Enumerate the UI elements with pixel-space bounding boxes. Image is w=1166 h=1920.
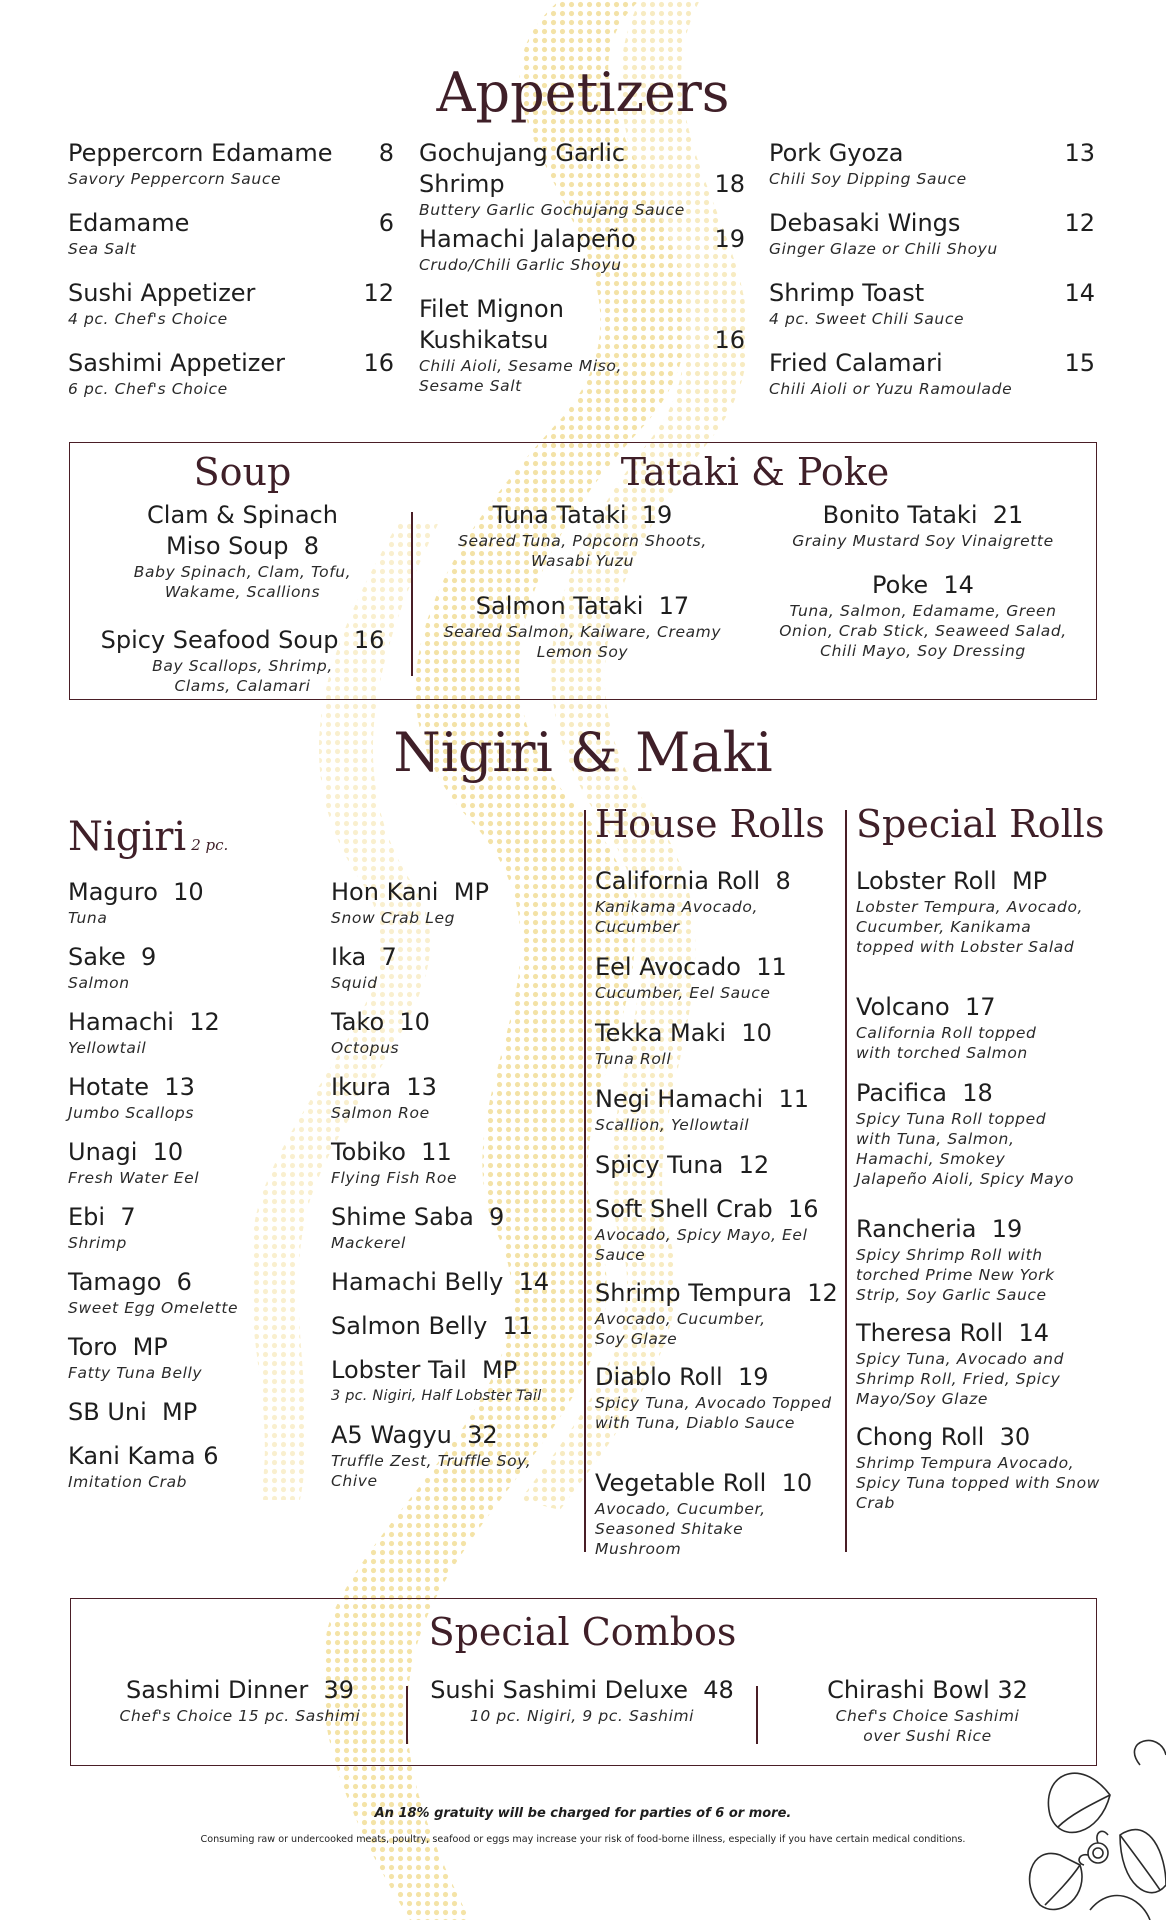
food-safety-warning: Consuming raw or undercooked meats, poultry, seafood or eggs may increase your risk of food-borne illness, especially if you have certain medical conditions. [200, 1834, 966, 1845]
item-price: 17 [658, 592, 690, 620]
menu-item [595, 1150, 840, 1194]
menu-item [68, 1137, 318, 1202]
item-name: Chirashi Bowl 32 [827, 1676, 1028, 1704]
item-name: Hotate 13 [68, 1073, 195, 1101]
appetizers-column-2 [419, 138, 745, 394]
item-description: Kanikama Avocado, Cucumber [595, 898, 758, 936]
divider-line [411, 512, 413, 676]
combo-item-1 [80, 1675, 400, 1726]
menu-item [331, 1420, 581, 1490]
item-price: 18 [714, 170, 745, 198]
item-description: Yellowtail [68, 1039, 147, 1057]
item-name: Spicy Tuna 12 [595, 1151, 770, 1179]
nigiri-maki-title: Nigiri & Maki [393, 721, 773, 784]
item-description: Flying Fish Roe [331, 1169, 458, 1187]
item-description: 4 pc. Chef's Choice [68, 310, 228, 328]
item-description: Sea Salt [68, 240, 137, 258]
item-price: 32 [997, 1676, 1028, 1704]
item-price: 8 [303, 532, 320, 560]
item-description: Mackerel [331, 1234, 406, 1252]
item-price: 14 [1064, 279, 1095, 307]
item-description: Truffle Zest, Truffle Soy, Chive [331, 1452, 532, 1490]
menu-item [856, 1318, 1101, 1422]
soup-item-2 [80, 625, 405, 696]
combo-item-2 [412, 1675, 752, 1726]
item-name: Negi Hamachi 11 [595, 1085, 809, 1113]
item-description: Spicy Tuna Roll topped with Tuna, Salmon, Hamachi, Smokey Jalapeño Aioli, Spicy Mayo [856, 1110, 1075, 1188]
appetizers-column-1 [68, 138, 394, 418]
item-description: Shrimp [68, 1234, 127, 1252]
item-name: Shime Saba 9 [331, 1203, 505, 1231]
item-name: Unagi 10 [68, 1138, 184, 1166]
item-price: 16 [363, 349, 394, 377]
item-price: 14 [943, 571, 974, 599]
item-name: Tako 10 [331, 1008, 430, 1036]
menu-item [419, 224, 745, 294]
item-description: Squid [331, 974, 378, 992]
item-price: 8 [378, 139, 394, 167]
item-name: Hamachi Jalapeño [419, 225, 636, 253]
item-price: 10 [152, 1138, 184, 1166]
item-name: Soft Shell Crab 16 [595, 1195, 819, 1223]
item-name: Toro MP [68, 1333, 168, 1361]
house-rolls-list [595, 866, 840, 1568]
item-name: Shrimp Tempura 12 [595, 1279, 838, 1307]
item-name: Salmon Tataki 17 [475, 592, 690, 620]
item-price: 21 [992, 501, 1024, 529]
item-description: Buttery Garlic Gochujang Sauce [419, 201, 685, 219]
menu-item [595, 866, 840, 952]
item-price: 12 [738, 1151, 770, 1179]
item-description: Chef's Choice Sashimi over Sushi Rice [835, 1707, 1020, 1745]
item-description: Chef's Choice 15 pc. Sashimi [119, 1707, 361, 1725]
nigiri-title-wrap [68, 814, 228, 860]
item-name: Ika 7 [331, 943, 397, 971]
item-name: Tuna Tataki 19 [492, 501, 673, 529]
item-price: 8 [775, 867, 791, 895]
item-description: Crudo/Chili Garlic Shoyu [419, 256, 622, 274]
item-price: 16 [353, 626, 385, 654]
menu-item [769, 278, 1095, 348]
tataki-item-4 [758, 570, 1088, 661]
item-description: Tuna Roll [595, 1050, 672, 1068]
item-name: Ikura 13 [331, 1073, 437, 1101]
menu-item [331, 1267, 581, 1311]
divider-line [406, 1686, 408, 1744]
item-description: Fatty Tuna Belly [68, 1364, 203, 1382]
tataki-poke-title: Tataki & Poke [620, 450, 890, 494]
item-name: Hamachi 12 [68, 1008, 220, 1036]
item-price: 9 [489, 1203, 505, 1231]
item-price: 18 [962, 1079, 993, 1107]
menu-item [68, 208, 394, 278]
item-name: Filet Mignon Kushikatsu [419, 295, 564, 354]
item-name: Hamachi Belly 14 [331, 1268, 550, 1296]
item-price: 6 [378, 209, 394, 237]
menu-item [856, 1078, 1101, 1214]
item-price: 6 [203, 1442, 219, 1470]
menu-item [68, 1072, 318, 1137]
item-name: Lobster Roll MP [856, 867, 1048, 895]
item-price: 13 [164, 1073, 195, 1101]
item-description: Avocado, Cucumber, Soy Glaze [595, 1310, 766, 1348]
menu-item [595, 1278, 840, 1362]
item-description: Grainy Mustard Soy Vinaigrette [792, 532, 1054, 550]
combo-item-3 [765, 1675, 1090, 1746]
menu-item [68, 1202, 318, 1267]
item-name: Sushi Sashimi Deluxe 48 [430, 1676, 734, 1704]
gratuity-notice: An 18% gratuity will be charged for parties of 6 or more. [374, 1806, 792, 1821]
tataki-item-2 [425, 591, 740, 662]
item-name: A5 Wagyu 32 [331, 1421, 498, 1449]
menu-item [331, 1072, 581, 1137]
item-description: Salmon Roe [331, 1104, 430, 1122]
item-name: Chong Roll 30 [856, 1423, 1031, 1451]
item-price: MP [1011, 867, 1048, 895]
item-name: Fried Calamari [769, 349, 943, 377]
item-description: Bay Scallops, Shrimp, Clams, Calamari [152, 657, 333, 695]
soup-item-1 [80, 500, 405, 602]
menu-item [331, 877, 581, 942]
menu-item [331, 1007, 581, 1072]
item-name: Hon Kani MP [331, 878, 489, 906]
special-combos-title: Special Combos [428, 1610, 737, 1654]
menu-item [595, 1468, 840, 1568]
item-price: 14 [518, 1268, 550, 1296]
item-name: Vegetable Roll 10 [595, 1469, 813, 1497]
appetizers-column-3 [769, 138, 1095, 418]
item-price: 16 [714, 326, 745, 354]
item-description: Tuna, Salmon, Edamame, Green Onion, Crab Stick, Seaweed Salad, Chili Mayo, Soy Dressing [779, 602, 1067, 660]
special-rolls-title: Special Rolls [856, 802, 1105, 846]
item-name: Salmon Belly 11 [331, 1312, 534, 1340]
item-price: 11 [421, 1138, 452, 1166]
item-description: Chili Aioli or Yuzu Ramoulade [769, 380, 1013, 398]
item-price: 12 [807, 1279, 838, 1307]
item-price: 16 [788, 1195, 819, 1223]
soup-title: Soup [193, 450, 292, 494]
item-description: Seared Salmon, Kaiware, Creamy Lemon Soy [443, 623, 722, 661]
nigiri-column-2 [331, 877, 581, 1490]
item-description: Ginger Glaze or Chili Shoyu [769, 240, 998, 258]
item-description: Chili Aioli, Sesame Miso, Sesame Salt [419, 357, 623, 395]
item-name: Bonito Tataki 21 [822, 501, 1024, 529]
item-price: 11 [778, 1085, 809, 1113]
item-price: 39 [323, 1676, 354, 1704]
item-price: 48 [703, 1676, 734, 1704]
menu-item [595, 1194, 840, 1278]
menu-item [856, 1214, 1101, 1318]
item-price: MP [132, 1333, 168, 1361]
menu-item [331, 1202, 581, 1267]
item-price: 30 [999, 1423, 1031, 1451]
item-description: Imitation Crab [68, 1473, 188, 1491]
item-description: Tuna [68, 909, 108, 927]
menu-item [68, 278, 394, 348]
menu-item [769, 208, 1095, 278]
menu-item [769, 138, 1095, 208]
item-description: Salmon [68, 974, 130, 992]
menu-item [331, 1311, 581, 1355]
item-name: Sake 9 [68, 943, 157, 971]
item-description: Seared Tuna, Popcorn Shoots, Wasabi Yuzu [458, 532, 707, 570]
item-name: Gochujang Garlic Shrimp [419, 139, 626, 198]
menu-item [595, 1018, 840, 1084]
tataki-item-1 [425, 500, 740, 571]
item-price: 10 [399, 1008, 430, 1036]
item-description: Scallion, Yellowtail [595, 1116, 750, 1134]
item-name: California Roll 8 [595, 867, 791, 895]
item-price: 7 [120, 1203, 136, 1231]
item-price: MP [482, 1356, 518, 1384]
item-price: 19 [991, 1215, 1023, 1243]
house-rolls-title: House Rolls [595, 802, 825, 846]
item-price: 12 [189, 1008, 220, 1036]
item-description: Avocado, Cucumber, Seasoned Shitake Mushroom [595, 1500, 766, 1558]
item-price: 19 [737, 1363, 769, 1391]
appetizers-title: Appetizers [436, 61, 730, 124]
menu-item [856, 1422, 1101, 1512]
item-name: Sushi Appetizer [68, 279, 256, 307]
menu-item [68, 1441, 318, 1506]
item-name: Peppercorn Edamame [68, 139, 333, 167]
item-name: Sashimi Dinner 39 [125, 1676, 354, 1704]
item-name: Kani Kama 6 [68, 1442, 219, 1470]
item-description: 6 pc. Chef's Choice [68, 380, 228, 398]
item-name: Lobster Tail MP [331, 1356, 518, 1384]
menu-item [68, 348, 394, 418]
menu-item [68, 1332, 318, 1397]
item-description: 10 pc. Nigiri, 9 pc. Sashimi [469, 1707, 695, 1725]
item-name: Pacifica 18 [856, 1079, 993, 1107]
item-name: Rancheria 19 [856, 1215, 1023, 1243]
item-price: 9 [141, 943, 157, 971]
item-price: 10 [741, 1019, 772, 1047]
menu-item [68, 1267, 318, 1332]
item-name: Volcano 17 [856, 993, 996, 1021]
item-description: Savory Peppercorn Sauce [68, 170, 282, 188]
item-price: 19 [641, 501, 673, 529]
menu-item [419, 294, 745, 394]
menu-item [856, 992, 1101, 1078]
item-price: 12 [363, 279, 394, 307]
divider-line [584, 810, 586, 1552]
menu-item [68, 1007, 318, 1072]
menu-item [419, 138, 745, 224]
menu-item [68, 942, 318, 1007]
nigiri-column-1 [68, 877, 318, 1506]
menu-item [856, 866, 1101, 992]
item-name: Tobiko 11 [331, 1138, 452, 1166]
item-name: Debasaki Wings [769, 209, 961, 237]
item-price: 13 [406, 1073, 437, 1101]
item-description: Octopus [331, 1039, 400, 1057]
item-description: 4 pc. Sweet Chili Sauce [769, 310, 965, 328]
item-description: California Roll topped with torched Salmon [856, 1024, 1037, 1062]
item-price: MP [162, 1398, 198, 1426]
item-price: MP [453, 878, 489, 906]
item-description: Jumbo Scallops [68, 1104, 195, 1122]
item-name: Tekka Maki 10 [595, 1019, 772, 1047]
menu-item [331, 1355, 581, 1420]
item-description: Sweet Egg Omelette [68, 1299, 239, 1317]
divider-line [845, 810, 847, 1552]
menu-item [331, 942, 581, 1007]
tataki-item-3 [758, 500, 1088, 551]
item-name: Tamago 6 [68, 1268, 192, 1296]
item-name: Shrimp Toast [769, 279, 925, 307]
item-name: Poke 14 [872, 571, 974, 599]
item-price: 15 [1064, 349, 1095, 377]
item-price: 6 [176, 1268, 192, 1296]
item-description: Fresh Water Eel [68, 1169, 200, 1187]
item-description: Chili Soy Dipping Sauce [769, 170, 967, 188]
menu-item [595, 1084, 840, 1150]
item-name: Ebi 7 [68, 1203, 136, 1231]
menu-item [68, 877, 318, 942]
menu-item [68, 1397, 318, 1441]
item-description: Snow Crab Leg [331, 909, 456, 927]
item-price: 12 [1064, 209, 1095, 237]
item-name: Diablo Roll 19 [595, 1363, 769, 1391]
item-name: SB Uni MP [68, 1398, 198, 1426]
item-name: Clam & Spinach Miso Soup 8 [147, 501, 338, 560]
item-name: Maguro 10 [68, 878, 204, 906]
menu-item [769, 348, 1095, 418]
item-description: Lobster Tempura, Avocado, Cucumber, Kanikama topped with Lobster Salad [856, 898, 1084, 956]
divider-line [756, 1686, 758, 1744]
item-name: Spicy Seafood Soup 16 [100, 626, 385, 654]
item-description: Cucumber, Eel Sauce [595, 984, 771, 1002]
item-price: 11 [502, 1312, 534, 1340]
menu-item [595, 952, 840, 1018]
item-description: Spicy Shrimp Roll with torched Prime New York Strip, Soy Garlic Sauce [856, 1246, 1055, 1304]
item-price: 10 [781, 1469, 813, 1497]
item-description: Baby Spinach, Clam, Tofu, Wakame, Scallions [133, 563, 352, 601]
menu-item [331, 1137, 581, 1202]
item-name: Eel Avocado 11 [595, 953, 787, 981]
menu-item [68, 138, 394, 208]
item-price: 7 [381, 943, 397, 971]
item-description: Spicy Tuna, Avocado Topped with Tuna, Diablo Sauce [595, 1394, 832, 1432]
item-name: Theresa Roll 14 [856, 1319, 1050, 1347]
item-price: 13 [1064, 139, 1095, 167]
item-name: Pork Gyoza [769, 139, 904, 167]
item-description: Shrimp Tempura Avocado, Spicy Tuna topped with Snow Crab [856, 1454, 1100, 1512]
item-price: 14 [1018, 1319, 1050, 1347]
item-price: 11 [756, 953, 787, 981]
item-description: 3 pc. Nigiri, Half Lobster Tail [331, 1388, 542, 1404]
item-price: 17 [964, 993, 996, 1021]
item-description: Avocado, Spicy Mayo, Eel Sauce [595, 1226, 808, 1264]
item-price: 32 [467, 1421, 498, 1449]
nigiri-subtitle: 2 pc. [191, 836, 229, 854]
special-rolls-list [856, 866, 1101, 1512]
item-price: 10 [173, 878, 204, 906]
item-name: Sashimi Appetizer [68, 349, 285, 377]
nigiri-title: Nigiri [68, 814, 187, 860]
item-description: Spicy Tuna, Avocado and Shrimp Roll, Fried, Spicy Mayo/Soy Glaze [856, 1350, 1065, 1408]
item-price: 19 [714, 225, 745, 253]
item-name: Edamame [68, 209, 190, 237]
menu-item [595, 1362, 840, 1468]
